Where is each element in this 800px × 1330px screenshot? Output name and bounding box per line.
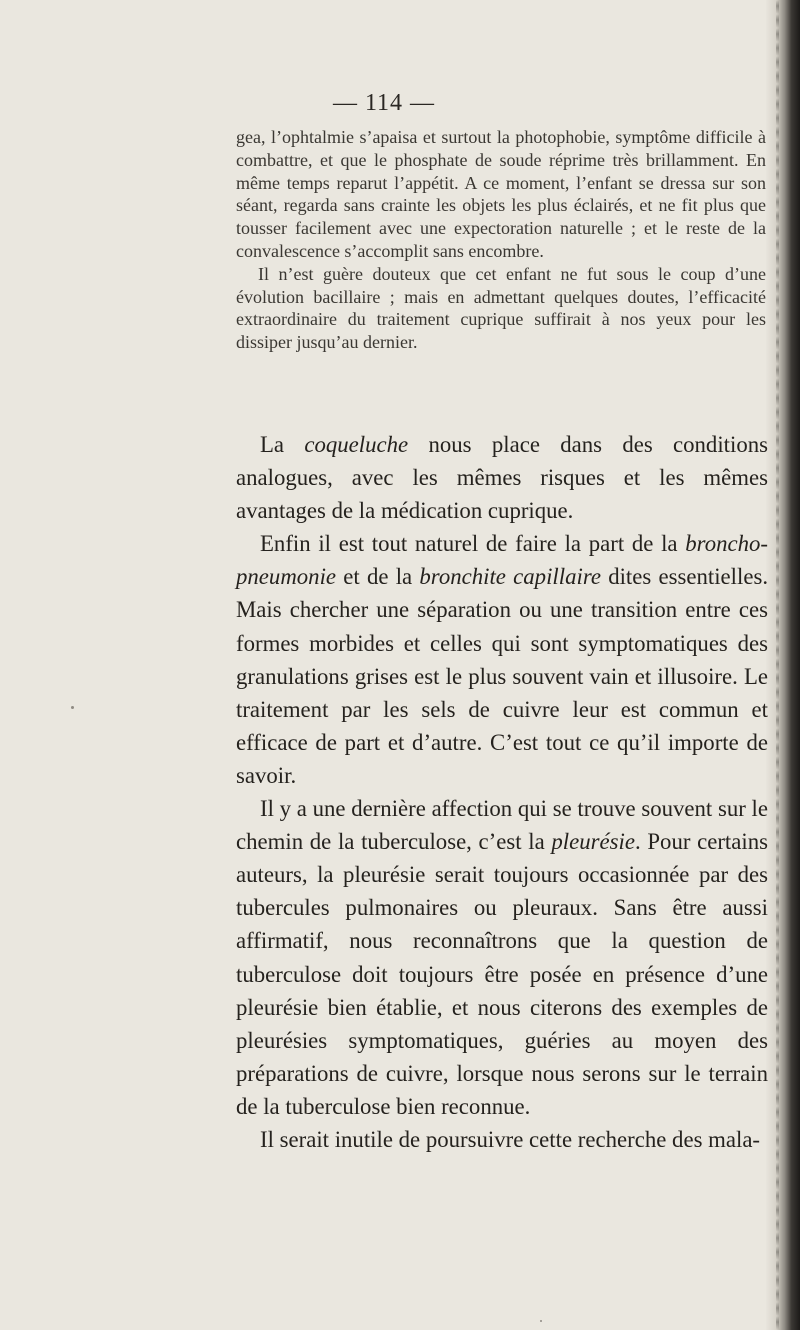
paragraph-text: Enfin il est tout naturel de faire la part de la (260, 531, 686, 557)
paper-speck (540, 1320, 542, 1322)
paragraph-broncho-pneumonie (236, 527, 768, 792)
italic-term-broncho-pneumonie: broncho-pneumonie (236, 531, 768, 590)
italic-term-bronchite-capillaire: bronchite capillaire (419, 564, 601, 590)
paragraph-pleuresie (236, 792, 768, 1123)
paragraph-last-line: Il serait inutile de poursuivre cette recherche des mala- (260, 1126, 761, 1152)
paragraph-text: dites essentielles. Mais chercher une séparation ou une transition entre ces formes morbides et celles qui sont symptomatiques des granulations grises est le plus souvent vain et illusoire. Le traitement par les sels de cuivre leur est commun et efficace de part et d’autre. C’est tout ce qu’il importe de savoir. (236, 564, 769, 788)
italic-term-pleuresie: pleurésie (551, 829, 635, 855)
paragraph-text: Il y a une dernière affection qui se trouve souvent sur le chemin de la tuberculose, c’est la (236, 796, 768, 855)
book-binding-edge (766, 0, 800, 1330)
italic-term-coqueluche: coqueluche (304, 432, 409, 457)
paragraph-text: La (260, 432, 305, 457)
small-print-block (236, 126, 766, 354)
small-paragraph-2: Il n’est guère douteux que cet enfant ne fut sous le coup d’une évolution bacillaire ; mais en admettant quelques doutes, l’efficacité extraordinaire du traitement cuprique suffirait à nos yeux pour les dissiper jusqu’au dernier. (236, 263, 766, 353)
paragraph-text: et de la (336, 564, 420, 590)
paragraph-text: . Pour certains auteurs, la pleurésie serait toujours occasionnée par des tubercules pulmonaires ou pleuraux. Sans être aussi affirmatif, nous reconnaîtrons que la question de tuberculose doit toujours être posée en présence d’une pleurésie bien établie, et nous citerons des exemples de pleurésies symptomatiques, guéries au moyen des préparations de cuivre, lorsque nous serons sur le terrain de la tuberculose bien reconnue. (236, 829, 768, 1119)
large-print-block (236, 428, 768, 1156)
small-paragraph-1: gea, l’ophtalmie s’apaisa et surtout la photophobie, symptôme difficile à combattre, et que le phosphate de soude réprime très brillamment. En même temps reparut l’appétit. A ce moment, l’enfant se dressa sur son séant, regarda sans crainte les objets les plus éclairés, et ne fit plus que tousser facilement avec une expectoration naturelle ; et le reste de la convalescence s’accomplit sans encombre. (236, 127, 766, 261)
page-number: — 114 — (332, 90, 436, 116)
paragraph-coqueluche (236, 428, 768, 527)
paper-speck (71, 706, 74, 709)
paragraph-text: nous place dans des conditions analogues, avec les mêmes risques et les mêmes avantages de la médication cuprique. (236, 432, 769, 524)
